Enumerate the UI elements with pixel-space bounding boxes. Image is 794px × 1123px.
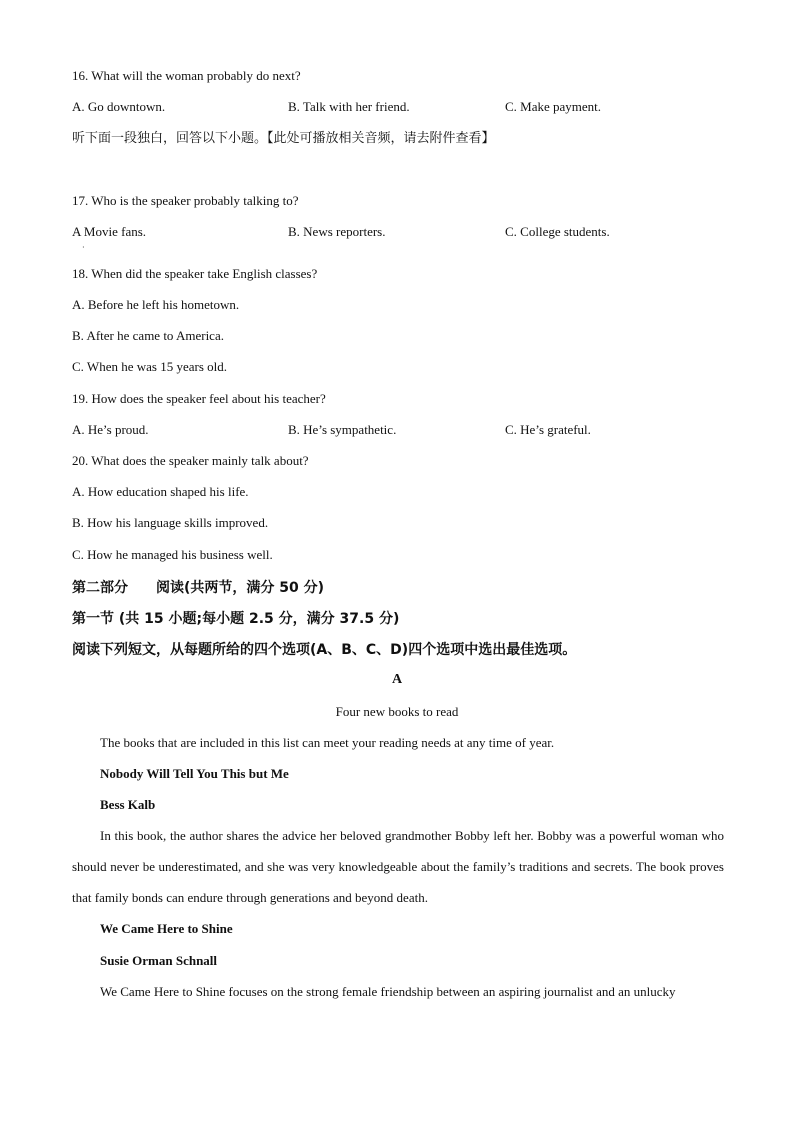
stray-dot: ·: [82, 243, 85, 252]
option-b: B. Talk with her friend.: [288, 99, 410, 114]
option-a: A. Go downtown.: [72, 99, 166, 114]
book-1-author: Bess Kalb: [100, 797, 156, 812]
option-a: A Movie fans.: [72, 224, 147, 239]
option-c: C. He’s grateful.: [505, 422, 591, 437]
passage-letter: A: [391, 672, 403, 687]
option-b: B. He’s sympathetic.: [288, 422, 397, 437]
passage-intro: The books that are included in this list can meet your reading needs at any time of year.: [100, 735, 555, 750]
book-1-title: Nobody Will Tell You This but Me: [100, 766, 289, 781]
question-18: 18. When did the speaker take English classes?: [72, 266, 318, 281]
question-16: 16. What will the woman probably do next?: [72, 68, 301, 83]
book-1-description: In this book, the author shares the advice her beloved grandmother Bobby left her. Bobby was a powerful woman who should never be underestimated, and she was very knowledgeable about the family’s traditions and secrets. The book proves that family bonds can endure through generations and beyond death.: [72, 828, 724, 905]
book-2-title: We Came Here to Shine: [100, 921, 233, 936]
question-19: 19. How does the speaker feel about his teacher?: [72, 391, 326, 406]
question-17: 17. Who is the speaker probably talking to?: [72, 193, 299, 208]
option-b: B. How his language skills improved.: [72, 515, 269, 530]
option-c: C. College students.: [505, 224, 610, 239]
monologue-instruction: 听下面一段独白，回答以下小题。【此处可播放相关音频，请去附件查看】: [72, 131, 495, 146]
question-20: 20. What does the speaker mainly talk about?: [72, 453, 309, 468]
book-2-author: Susie Orman Schnall: [100, 953, 218, 968]
option-c: C. Make payment.: [505, 99, 602, 114]
section-one-title: 第一节 (共 15 小题;每小题 2.5 分，满分 37.5 分): [72, 611, 400, 627]
passage-title: Four new books to read: [335, 704, 459, 719]
option-c: C. When he was 15 years old.: [72, 359, 228, 374]
part-two-title: 第二部分 阅读(共两节，满分 50 分): [72, 580, 325, 596]
option-a: A. How education shaped his life.: [72, 484, 249, 499]
book-2-description: We Came Here to Shine focuses on the strong female friendship between an aspiring journalist and an unlucky: [100, 984, 676, 999]
option-c: C. How he managed his business well.: [72, 547, 273, 562]
option-b: B. After he came to America.: [72, 328, 224, 343]
option-a: A. Before he left his hometown.: [72, 297, 240, 312]
option-a: A. He’s proud.: [72, 422, 149, 437]
option-b: B. News reporters.: [288, 224, 386, 239]
reading-instruction: 阅读下列短文，从每题所给的四个选项(A、B、C、D)四个选项中选出最佳选项。: [72, 642, 577, 658]
